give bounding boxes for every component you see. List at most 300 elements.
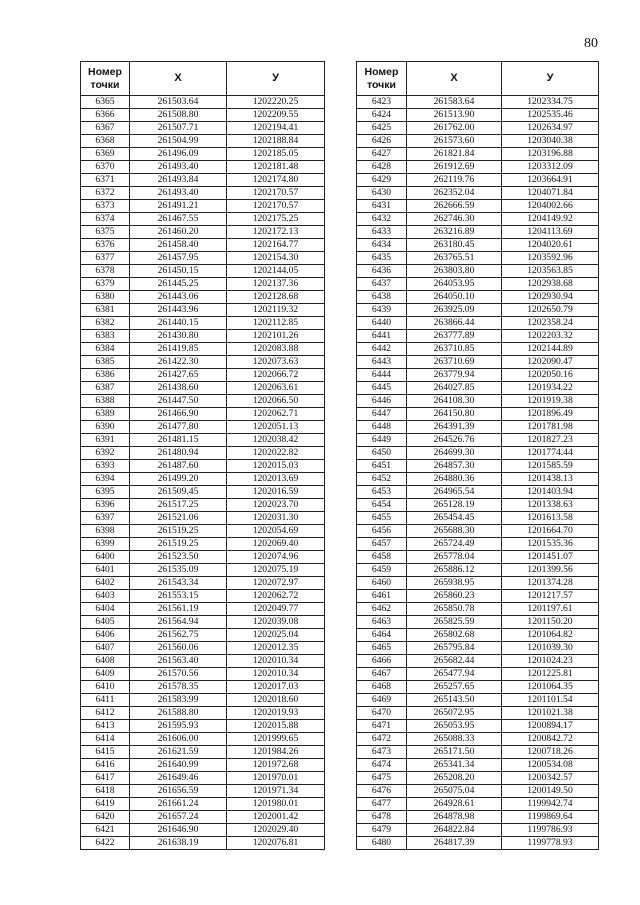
table-row — [357, 239, 599, 252]
y-coordinate-cell: 1202137.36 — [227, 278, 325, 291]
point-number-cell: 6479 — [357, 824, 407, 837]
y-coordinate-cell: 1202001.42 — [227, 811, 325, 824]
table-row — [81, 304, 325, 317]
y-coordinate-cell: 1202358.24 — [502, 317, 599, 330]
x-coordinate-cell: 261499.20 — [130, 473, 227, 486]
y-coordinate-cell: 1201774.44 — [502, 447, 599, 460]
table-row — [357, 720, 599, 733]
y-coordinate-cell: 1201781.98 — [502, 421, 599, 434]
y-coordinate-cell: 1199942.74 — [502, 798, 599, 811]
point-number-cell: 6461 — [357, 590, 407, 603]
x-coordinate-cell: 265682.44 — [407, 655, 502, 668]
point-number-cell: 6455 — [357, 512, 407, 525]
x-coordinate-cell: 261562.75 — [130, 629, 227, 642]
point-number-cell: 6421 — [81, 824, 130, 837]
y-coordinate-cell: 1200894.17 — [502, 720, 599, 733]
x-coordinate-cell: 262119.76 — [407, 174, 502, 187]
y-coordinate-cell: 1201971.34 — [227, 785, 325, 798]
point-number-cell: 6440 — [357, 317, 407, 330]
y-coordinate-cell: 1202062.72 — [227, 590, 325, 603]
y-coordinate-cell: 1202650.79 — [502, 304, 599, 317]
point-number-cell: 6374 — [81, 213, 130, 226]
x-coordinate-cell: 265128.19 — [407, 499, 502, 512]
table-row — [357, 564, 599, 577]
y-coordinate-cell: 1203592.96 — [502, 252, 599, 265]
x-coordinate-cell: 261595.93 — [130, 720, 227, 733]
x-coordinate-cell: 261912.69 — [407, 161, 502, 174]
table-row — [357, 811, 599, 824]
point-number-cell: 6376 — [81, 239, 130, 252]
table-row — [357, 616, 599, 629]
x-coordinate-cell: 261583.99 — [130, 694, 227, 707]
point-number-cell: 6392 — [81, 447, 130, 460]
point-number-cell: 6453 — [357, 486, 407, 499]
table-row — [357, 122, 599, 135]
header-row — [81, 62, 325, 96]
point-number-cell: 6475 — [357, 772, 407, 785]
y-coordinate-cell: 1202023.70 — [227, 499, 325, 512]
point-number-cell: 6365 — [81, 96, 130, 109]
point-number-cell: 6473 — [357, 746, 407, 759]
point-number-cell: 6393 — [81, 460, 130, 473]
x-coordinate-cell: 261481.15 — [130, 434, 227, 447]
point-number-cell: 6389 — [81, 408, 130, 421]
point-number-cell: 6474 — [357, 759, 407, 772]
table-row — [357, 681, 599, 694]
point-number-cell: 6439 — [357, 304, 407, 317]
x-coordinate-cell: 263765.51 — [407, 252, 502, 265]
y-coordinate-cell: 1202164.77 — [227, 239, 325, 252]
coordinates-table-left — [80, 61, 325, 850]
x-coordinate-cell: 265088.33 — [407, 733, 502, 746]
point-number-cell: 6381 — [81, 304, 130, 317]
y-coordinate-cell: 1204020.61 — [502, 239, 599, 252]
table-row — [357, 707, 599, 720]
y-coordinate-cell: 1202220.25 — [227, 96, 325, 109]
x-coordinate-cell: 261517.25 — [130, 499, 227, 512]
point-number-cell: 6383 — [81, 330, 130, 343]
y-coordinate-cell: 1202101.26 — [227, 330, 325, 343]
x-coordinate-cell: 264699.30 — [407, 447, 502, 460]
x-coordinate-cell: 263216.89 — [407, 226, 502, 239]
table-row — [81, 239, 325, 252]
table-row — [81, 447, 325, 460]
table-row — [81, 655, 325, 668]
table-row — [81, 460, 325, 473]
y-header: У — [502, 62, 599, 96]
table-row — [357, 525, 599, 538]
point-number-cell: 6404 — [81, 603, 130, 616]
x-coordinate-cell: 265341.34 — [407, 759, 502, 772]
point-number-cell: 6410 — [81, 681, 130, 694]
point-number-cell: 6396 — [81, 499, 130, 512]
point-number-cell: 6372 — [81, 187, 130, 200]
y-coordinate-cell: 1202025.04 — [227, 629, 325, 642]
x-coordinate-cell: 264928.61 — [407, 798, 502, 811]
x-coordinate-cell: 264965.54 — [407, 486, 502, 499]
table-row — [357, 447, 599, 460]
table-row — [81, 603, 325, 616]
y-coordinate-cell: 1202090.47 — [502, 356, 599, 369]
point-number-cell: 6454 — [357, 499, 407, 512]
y-coordinate-cell: 1202170.57 — [227, 200, 325, 213]
point-number-cell: 6388 — [81, 395, 130, 408]
x-coordinate-cell: 261445.25 — [130, 278, 227, 291]
x-coordinate-cell: 261457.95 — [130, 252, 227, 265]
y-coordinate-cell: 1201403.94 — [502, 486, 599, 499]
x-coordinate-cell: 261638.19 — [130, 837, 227, 850]
y-coordinate-cell: 1204113.69 — [502, 226, 599, 239]
table-row — [357, 265, 599, 278]
x-coordinate-cell: 265688.30 — [407, 525, 502, 538]
table-row — [81, 694, 325, 707]
x-coordinate-cell: 261821.84 — [407, 148, 502, 161]
x-coordinate-cell: 262666.59 — [407, 200, 502, 213]
point-number-header: Номер точки — [357, 62, 407, 96]
x-coordinate-cell: 263710.69 — [407, 356, 502, 369]
x-coordinate-cell: 261519.25 — [130, 525, 227, 538]
point-number-cell: 6466 — [357, 655, 407, 668]
y-coordinate-cell: 1200718.26 — [502, 746, 599, 759]
point-number-cell: 6476 — [357, 785, 407, 798]
x-coordinate-cell: 261564.94 — [130, 616, 227, 629]
point-number-cell: 6477 — [357, 798, 407, 811]
table-row — [357, 408, 599, 421]
y-coordinate-cell: 1202188.84 — [227, 135, 325, 148]
table-row — [357, 499, 599, 512]
y-coordinate-cell: 1201217.57 — [502, 590, 599, 603]
table-row — [81, 668, 325, 681]
x-coordinate-cell: 261570.56 — [130, 668, 227, 681]
y-coordinate-cell: 1202170.57 — [227, 187, 325, 200]
x-coordinate-cell: 261762.00 — [407, 122, 502, 135]
y-coordinate-cell: 1201972.68 — [227, 759, 325, 772]
x-coordinate-cell: 261458.40 — [130, 239, 227, 252]
x-coordinate-cell: 261503.64 — [130, 96, 227, 109]
y-coordinate-cell: 1202066.72 — [227, 369, 325, 382]
table-row — [81, 226, 325, 239]
point-number-cell: 6441 — [357, 330, 407, 343]
point-number-cell: 6438 — [357, 291, 407, 304]
point-number-cell: 6423 — [357, 96, 407, 109]
table-row — [81, 772, 325, 785]
y-coordinate-cell: 1202010.34 — [227, 668, 325, 681]
x-coordinate-cell: 261535.09 — [130, 564, 227, 577]
table-row — [357, 486, 599, 499]
table-row — [81, 746, 325, 759]
table-row — [357, 395, 599, 408]
table-row — [81, 525, 325, 538]
table-row — [357, 252, 599, 265]
x-coordinate-cell: 261621.59 — [130, 746, 227, 759]
y-coordinate-cell: 1201039.30 — [502, 642, 599, 655]
point-number-cell: 6408 — [81, 655, 130, 668]
table-row — [81, 356, 325, 369]
point-number-cell: 6457 — [357, 538, 407, 551]
point-number-cell: 6418 — [81, 785, 130, 798]
y-coordinate-cell: 1202185.05 — [227, 148, 325, 161]
y-coordinate-cell: 1202015.03 — [227, 460, 325, 473]
table-row — [81, 681, 325, 694]
y-coordinate-cell: 1202194.41 — [227, 122, 325, 135]
table-row — [357, 330, 599, 343]
x-coordinate-cell: 261493.40 — [130, 161, 227, 174]
table-row — [357, 473, 599, 486]
table-row — [357, 590, 599, 603]
table-row — [81, 486, 325, 499]
x-coordinate-cell: 261523.50 — [130, 551, 227, 564]
x-coordinate-cell: 265850.78 — [407, 603, 502, 616]
x-coordinate-cell: 261573.60 — [407, 135, 502, 148]
y-coordinate-cell: 1202172.13 — [227, 226, 325, 239]
x-coordinate-cell: 265208.20 — [407, 772, 502, 785]
table-row — [81, 759, 325, 772]
point-number-cell: 6399 — [81, 538, 130, 551]
table-row — [357, 291, 599, 304]
point-number-cell: 6416 — [81, 759, 130, 772]
y-coordinate-cell: 1201438.13 — [502, 473, 599, 486]
y-coordinate-cell: 1202022.82 — [227, 447, 325, 460]
table-row — [81, 96, 325, 109]
y-coordinate-cell: 1203563.85 — [502, 265, 599, 278]
point-number-cell: 6426 — [357, 135, 407, 148]
y-coordinate-cell: 1204071.84 — [502, 187, 599, 200]
y-coordinate-cell: 1202175.25 — [227, 213, 325, 226]
x-coordinate-cell: 264150.80 — [407, 408, 502, 421]
x-coordinate-cell: 263710.85 — [407, 343, 502, 356]
point-number-cell: 6398 — [81, 525, 130, 538]
table-row — [81, 317, 325, 330]
table-row — [81, 265, 325, 278]
table-row — [81, 707, 325, 720]
point-number-cell: 6445 — [357, 382, 407, 395]
y-coordinate-cell: 1202019.93 — [227, 707, 325, 720]
y-coordinate-cell: 1202017.03 — [227, 681, 325, 694]
point-number-cell: 6379 — [81, 278, 130, 291]
table-row — [81, 590, 325, 603]
table-row — [357, 759, 599, 772]
x-coordinate-cell: 261493.84 — [130, 174, 227, 187]
y-coordinate-cell: 1202012.35 — [227, 642, 325, 655]
point-number-cell: 6428 — [357, 161, 407, 174]
x-coordinate-cell: 261504.99 — [130, 135, 227, 148]
point-number-cell: 6431 — [357, 200, 407, 213]
y-coordinate-cell: 1200342.57 — [502, 772, 599, 785]
point-number-cell: 6462 — [357, 603, 407, 616]
point-number-cell: 6391 — [81, 434, 130, 447]
point-number-cell: 6424 — [357, 109, 407, 122]
x-coordinate-cell: 264108.30 — [407, 395, 502, 408]
table-row — [357, 694, 599, 707]
point-number-cell: 6432 — [357, 213, 407, 226]
x-coordinate-cell: 264027.85 — [407, 382, 502, 395]
y-coordinate-cell: 1202203.32 — [502, 330, 599, 343]
x-coordinate-cell: 265795.84 — [407, 642, 502, 655]
x-coordinate-cell: 261430.80 — [130, 330, 227, 343]
table-row — [357, 278, 599, 291]
table-row — [81, 278, 325, 291]
y-coordinate-cell: 1200149.50 — [502, 785, 599, 798]
x-coordinate-cell: 262746.30 — [407, 213, 502, 226]
y-coordinate-cell: 1202038.42 — [227, 434, 325, 447]
point-number-cell: 6449 — [357, 434, 407, 447]
y-coordinate-cell: 1202013.69 — [227, 473, 325, 486]
x-coordinate-cell: 261491.21 — [130, 200, 227, 213]
x-coordinate-cell: 261583.64 — [407, 96, 502, 109]
y-coordinate-cell: 1202083.88 — [227, 343, 325, 356]
y-coordinate-cell: 1202174.80 — [227, 174, 325, 187]
y-coordinate-cell: 1202050.16 — [502, 369, 599, 382]
y-coordinate-cell: 1202039.08 — [227, 616, 325, 629]
y-coordinate-cell: 1202073.63 — [227, 356, 325, 369]
point-number-cell: 6366 — [81, 109, 130, 122]
point-number-cell: 6433 — [357, 226, 407, 239]
y-coordinate-cell: 1204149.92 — [502, 213, 599, 226]
y-coordinate-cell: 1202074.96 — [227, 551, 325, 564]
y-coordinate-cell: 1202535.46 — [502, 109, 599, 122]
x-coordinate-cell: 261477.80 — [130, 421, 227, 434]
table-row — [357, 135, 599, 148]
point-number-cell: 6447 — [357, 408, 407, 421]
x-coordinate-cell: 264391.39 — [407, 421, 502, 434]
table-row — [81, 213, 325, 226]
table-row — [357, 668, 599, 681]
y-coordinate-cell: 1202334.75 — [502, 96, 599, 109]
x-coordinate-cell: 261560.06 — [130, 642, 227, 655]
y-coordinate-cell: 1202016.59 — [227, 486, 325, 499]
y-coordinate-cell: 1202119.32 — [227, 304, 325, 317]
y-coordinate-cell: 1202015.88 — [227, 720, 325, 733]
table-row — [357, 655, 599, 668]
point-number-cell: 6386 — [81, 369, 130, 382]
x-coordinate-cell: 261443.96 — [130, 304, 227, 317]
point-number-cell: 6369 — [81, 148, 130, 161]
x-coordinate-cell: 264880.36 — [407, 473, 502, 486]
point-number-cell: 6478 — [357, 811, 407, 824]
point-number-cell: 6387 — [81, 382, 130, 395]
x-coordinate-cell: 264050.10 — [407, 291, 502, 304]
point-number-cell: 6382 — [81, 317, 130, 330]
table-row — [81, 109, 325, 122]
point-number-cell: 6419 — [81, 798, 130, 811]
y-coordinate-cell: 1204002.66 — [502, 200, 599, 213]
header-row — [357, 62, 599, 96]
x-coordinate-cell: 265938.95 — [407, 577, 502, 590]
point-number-cell: 6373 — [81, 200, 130, 213]
x-coordinate-cell: 261487.60 — [130, 460, 227, 473]
x-coordinate-cell: 261450.15 — [130, 265, 227, 278]
x-coordinate-cell: 261493.40 — [130, 187, 227, 200]
x-coordinate-cell: 263779.94 — [407, 369, 502, 382]
x-coordinate-cell: 261646.90 — [130, 824, 227, 837]
x-coordinate-cell: 265860.23 — [407, 590, 502, 603]
point-number-cell: 6367 — [81, 122, 130, 135]
point-number-cell: 6429 — [357, 174, 407, 187]
x-coordinate-cell: 261513.90 — [407, 109, 502, 122]
table-row — [81, 499, 325, 512]
point-number-cell: 6415 — [81, 746, 130, 759]
table-row — [357, 642, 599, 655]
x-coordinate-cell: 264526.76 — [407, 434, 502, 447]
point-number-cell: 6430 — [357, 187, 407, 200]
x-coordinate-cell: 261649.46 — [130, 772, 227, 785]
y-coordinate-cell: 1199786.93 — [502, 824, 599, 837]
y-coordinate-cell: 1201101.54 — [502, 694, 599, 707]
x-coordinate-cell: 261480.94 — [130, 447, 227, 460]
table-row — [81, 148, 325, 161]
x-coordinate-cell: 261443.06 — [130, 291, 227, 304]
point-number-cell: 6406 — [81, 629, 130, 642]
y-coordinate-cell: 1201064.35 — [502, 681, 599, 694]
y-coordinate-cell: 1202930.94 — [502, 291, 599, 304]
point-number-cell: 6465 — [357, 642, 407, 655]
y-coordinate-cell: 1202938.68 — [502, 278, 599, 291]
x-coordinate-cell: 261563.40 — [130, 655, 227, 668]
table-row — [357, 382, 599, 395]
y-coordinate-cell: 1202066.50 — [227, 395, 325, 408]
point-number-cell: 6448 — [357, 421, 407, 434]
y-coordinate-cell: 1203664.91 — [502, 174, 599, 187]
x-coordinate-cell: 263803.80 — [407, 265, 502, 278]
x-coordinate-cell: 261543.34 — [130, 577, 227, 590]
table-row — [357, 161, 599, 174]
coordinates-table-right — [356, 61, 599, 850]
table-row — [357, 824, 599, 837]
y-coordinate-cell: 1201984.26 — [227, 746, 325, 759]
x-coordinate-cell: 261606.00 — [130, 733, 227, 746]
table-row — [357, 304, 599, 317]
table-row — [81, 577, 325, 590]
x-coordinate-cell: 261578.35 — [130, 681, 227, 694]
point-number-cell: 6471 — [357, 720, 407, 733]
y-coordinate-cell: 1201613.58 — [502, 512, 599, 525]
point-number-cell: 6469 — [357, 694, 407, 707]
table-row — [81, 837, 325, 850]
table-row — [357, 837, 599, 850]
x-coordinate-cell: 265886.12 — [407, 564, 502, 577]
table-row — [81, 616, 325, 629]
point-number-cell: 6397 — [81, 512, 130, 525]
point-number-cell: 6450 — [357, 447, 407, 460]
table-row — [357, 460, 599, 473]
point-number-cell: 6464 — [357, 629, 407, 642]
x-coordinate-cell: 265257.65 — [407, 681, 502, 694]
table-row — [81, 720, 325, 733]
table-row — [357, 369, 599, 382]
table-row — [81, 421, 325, 434]
table-row — [81, 824, 325, 837]
x-coordinate-cell: 264822.84 — [407, 824, 502, 837]
y-coordinate-cell: 1202209.55 — [227, 109, 325, 122]
table-row — [81, 330, 325, 343]
point-number-cell: 6442 — [357, 343, 407, 356]
point-number-cell: 6452 — [357, 473, 407, 486]
point-number-cell: 6436 — [357, 265, 407, 278]
point-number-cell: 6480 — [357, 837, 407, 850]
point-number-cell: 6443 — [357, 356, 407, 369]
y-coordinate-cell: 1201980.01 — [227, 798, 325, 811]
y-coordinate-cell: 1202062.71 — [227, 408, 325, 421]
table-row — [357, 226, 599, 239]
table-row — [81, 733, 325, 746]
point-number-cell: 6420 — [81, 811, 130, 824]
x-coordinate-cell: 261509.45 — [130, 486, 227, 499]
table-row — [357, 746, 599, 759]
x-coordinate-cell: 264878.98 — [407, 811, 502, 824]
table-row — [357, 187, 599, 200]
point-number-cell: 6395 — [81, 486, 130, 499]
point-number-cell: 6407 — [81, 642, 130, 655]
